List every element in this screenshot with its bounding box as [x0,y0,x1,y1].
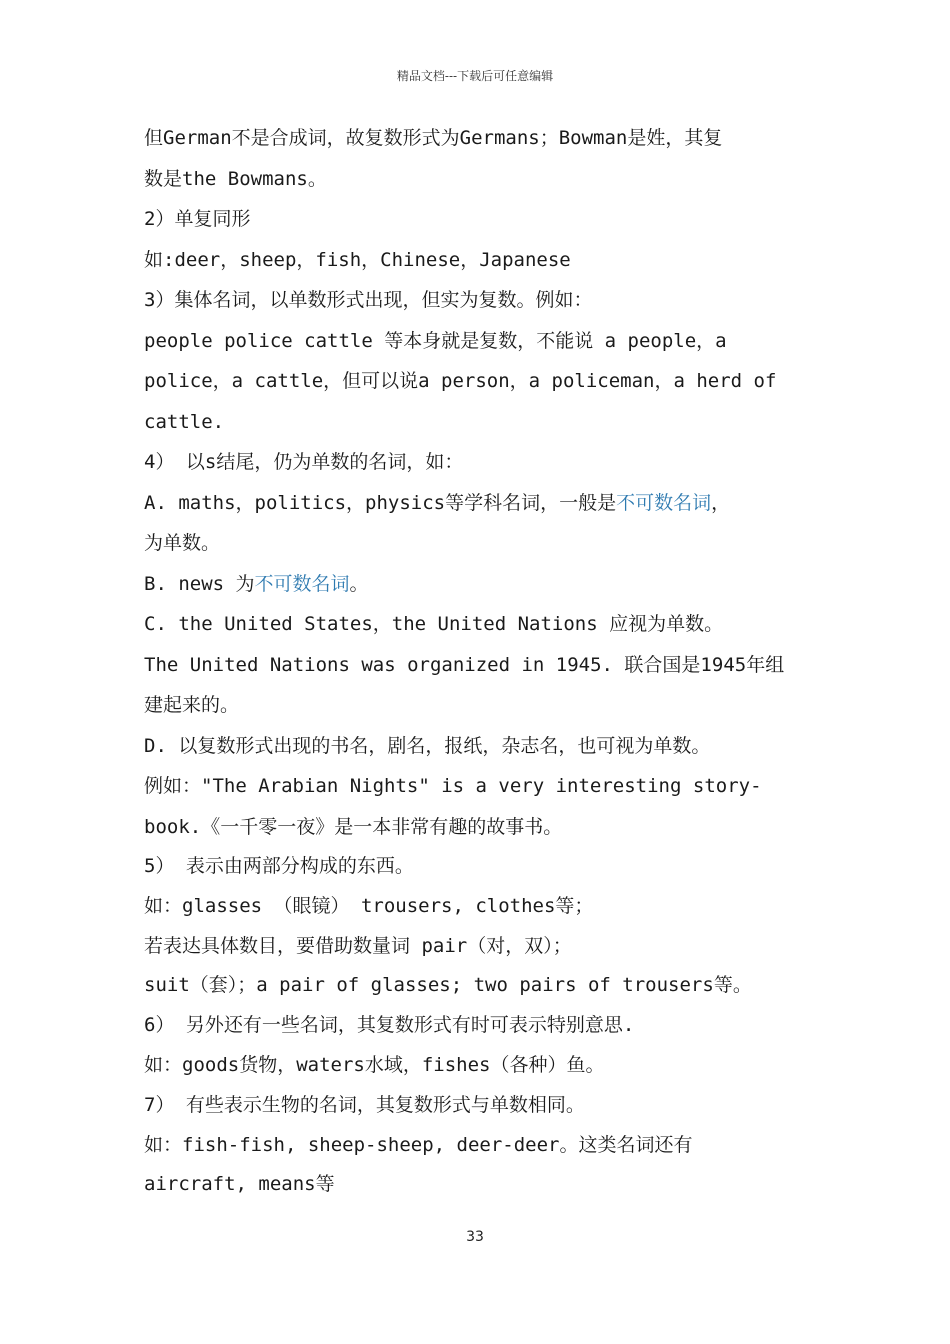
text-line: cattle. [144,410,225,433]
text-line: 为单数。 [144,532,221,554]
text-line: The United Nations was organized in 1945. 联合国是1945年组 [144,653,785,676]
text-line: police，a cattle，但可以说a person，a policeman，a herd of [144,370,777,392]
text-line: people police cattle 等本身就是复数，不能说 a people，a [144,329,727,352]
text-segment: B. news 为 [144,572,255,595]
page-number: 33 [466,1229,484,1245]
text-line: 4） 以s结尾，仍为单数的名词，如： [144,451,464,473]
text-line: 5） 表示由两部分构成的东西。 [144,855,414,877]
uncountable-noun-link[interactable]: 不可数名词 [254,572,350,595]
document-body [144,118,816,1205]
text-line: 例如："The Arabian Nights" is a very interesting story- [144,775,762,797]
text-segment: A. maths，politics，physics等学科名词，一般是 [144,491,617,514]
page-header: 精品文档---下载后可任意编辑 [396,69,554,83]
text-line: aircraft, means等 [144,1173,335,1196]
text-segment: ， [711,491,731,514]
text-line: 如：goods货物，waters水域，fishes（各种）鱼。 [144,1053,605,1076]
text-line: book.《一千零一夜》是一本非常有趣的故事书。 [144,815,563,838]
text-line: 建起来的。 [144,694,240,716]
text-line: 数是the Bowmans。 [144,167,327,190]
text-line: 如:deer，sheep，fish，Chinese，Japanese [144,248,571,271]
text-line: 3）集体名词，以单数形式出现，但实为复数。例如： [144,289,593,311]
text-line: 但German不是合成词，故复数形式为Germans；Bowman是姓，其复 [144,127,723,149]
text-line: D. 以复数形式出现的书名，剧名，报纸，杂志名，也可视为单数。 [144,734,711,757]
text-line: 若表达具体数目，要借助数量词 pair（对，双）； [144,934,572,957]
text-line: 7） 有些表示生物的名词，其复数形式与单数相同。 [144,1093,585,1116]
text-line: C. the United States，the United Nations 应视为单数。 [144,613,724,635]
text-line: 2）单复同形 [144,208,251,230]
text-line: 如：glasses （眼镜） trousers, clothes等； [144,894,594,917]
uncountable-noun-link[interactable]: 不可数名词 [616,491,712,514]
text-line [144,564,816,605]
text-line: suit（套）；a pair of glasses; two pairs of trousers等。 [144,974,752,997]
text-line [144,483,816,524]
text-line: 6） 另外还有一些名词，其复数形式有时可表示特别意思. [144,1014,635,1037]
text-segment: 。 [349,572,369,595]
text-line: 如：fish-fish, sheep-sheep, deer-deer。这类名词还有 [144,1133,693,1156]
